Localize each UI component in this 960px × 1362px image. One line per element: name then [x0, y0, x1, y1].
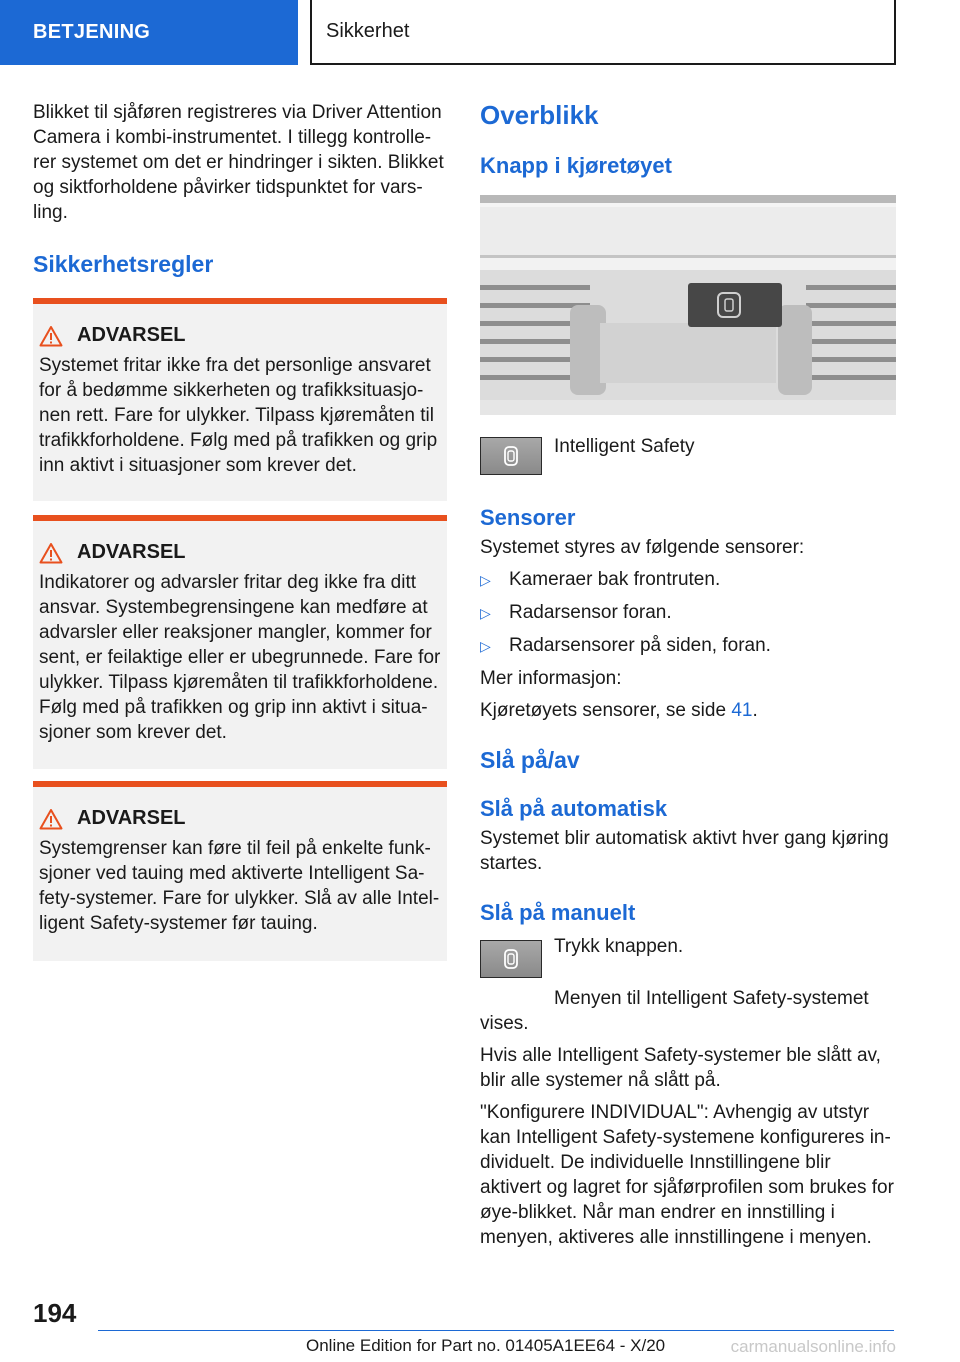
manual-paragraph: Hvis alle Intelligent Safety-systemer ble slått av, blir alle systemer nå slått på. — [480, 1045, 881, 1091]
safety-heading: Sikkerhetsregler — [33, 251, 214, 277]
chapter-title: Sikkerhet — [326, 20, 410, 42]
button-legend — [480, 437, 896, 475]
manual-heading: Slå på manuelt — [480, 900, 636, 925]
sensors-intro: Systemet styres av følgende sensorer: — [480, 537, 805, 558]
right-column — [480, 100, 896, 1250]
warning-title: ADVARSEL — [39, 324, 441, 347]
warning-title: ADVARSEL — [39, 807, 441, 830]
dashboard-button-photo — [480, 195, 896, 415]
intelligent-safety-button-icon — [480, 940, 542, 978]
edition-text: Online Edition for Part no. 01405A1EE64 - X/20 — [306, 1336, 666, 1355]
manual-step-text: Trykk knappen. — [554, 936, 684, 957]
watermark: carmanualsonline.info — [730, 1337, 896, 1356]
footer-divider — [98, 1330, 894, 1331]
list-item: ▷ Radarsensor foran. — [480, 600, 896, 626]
warning-text: Systemet fritar ikke fra det personlige ansvaret for å bedømme sikkerheten og trafikksituasjo-nen rett. Fare for ulykker. Tilpass kjøremåten til trafikkforholdene. Følg med på trafikken og grip inn aktivt i situasjoner som krever det. — [39, 355, 438, 476]
manual-paragraph: "Konfigurere INDIVIDUAL": Avhengig av utstyr kan Intelligent Safety-systemene konfigureres in-dividuelt. De individuelle Innstillingene blir aktivert og lagret for sjåførprofilen som brukes for øye-blikket. Når man endrer en innstilling i menyen, aktiveres alle innstillingene i menyen. — [480, 1102, 894, 1248]
page-link[interactable]: 41 — [731, 700, 753, 721]
warning-triangle-icon — [39, 808, 63, 830]
button-heading: Knapp i kjøretøyet — [480, 153, 672, 178]
triangle-bullet-icon: ▷ — [480, 605, 491, 621]
sensors-heading: Sensorer — [480, 505, 576, 530]
section-title: BETJENING — [33, 21, 151, 43]
auto-text: Systemet blir automatisk aktivt hver gang kjøring startes. — [480, 828, 889, 874]
overview-heading: Overblikk — [480, 100, 599, 130]
triangle-bullet-icon: ▷ — [480, 638, 491, 654]
chapter-tab — [310, 0, 896, 65]
warning-box — [33, 515, 447, 769]
manual-menu-text: Menyen til Intelligent Safety-systemet vises. — [480, 988, 869, 1034]
manual-step — [480, 934, 896, 978]
warning-triangle-icon — [39, 542, 63, 564]
auto-heading: Slå på automatisk — [480, 796, 668, 821]
warning-box — [33, 781, 447, 961]
left-column — [33, 100, 447, 961]
warning-text: Systemgrenser kan føre til feil på enkelte funk-sjoner ved tauing med aktiverte Intelligent Sa-fety-systemer. Fare for ulykker. Slå av alle Intel-ligent Safety-systemer før tauing. — [39, 838, 440, 934]
intro-paragraph: Blikket til sjåføren registreres via Driver Attention Camera i kombi-instrumentet. I tillegg kontrolle-rer systemet om det er hindringer i sikten. Blikket og siktforholdene påvirker tidspunktet for vars-ling. — [33, 102, 444, 223]
warning-text: Indikatorer og advarsler fritar deg ikke fra ditt ansvar. Systembegrensingene kan medføre at advarsler eller reaksjoner mangler, kommer for sent, er feilaktige eller er ubegrunnede. Fare for ulykker. Tilpass kjøremåten til trafikkforholdene. Følg med på trafikken og grip inn aktivt i situa-sjoner som krever det. — [39, 572, 441, 743]
more-info: Mer informasjon: — [480, 668, 622, 689]
button-caption: Intelligent Safety — [554, 436, 695, 457]
warning-box — [33, 298, 447, 501]
page-number: 194 — [33, 1298, 77, 1328]
list-item: ▷ Radarsensorer på siden, foran. — [480, 633, 896, 659]
list-item: ▷ Kameraer bak frontruten. — [480, 567, 896, 593]
cross-reference: Kjøretøyets sensorer, se side 41. — [480, 700, 758, 721]
section-tab — [0, 0, 298, 65]
warning-title: ADVARSEL — [39, 541, 441, 564]
triangle-bullet-icon: ▷ — [480, 572, 491, 588]
onoff-heading: Slå på/av — [480, 747, 580, 773]
warning-triangle-icon — [39, 325, 63, 347]
intelligent-safety-button-icon — [480, 437, 542, 475]
